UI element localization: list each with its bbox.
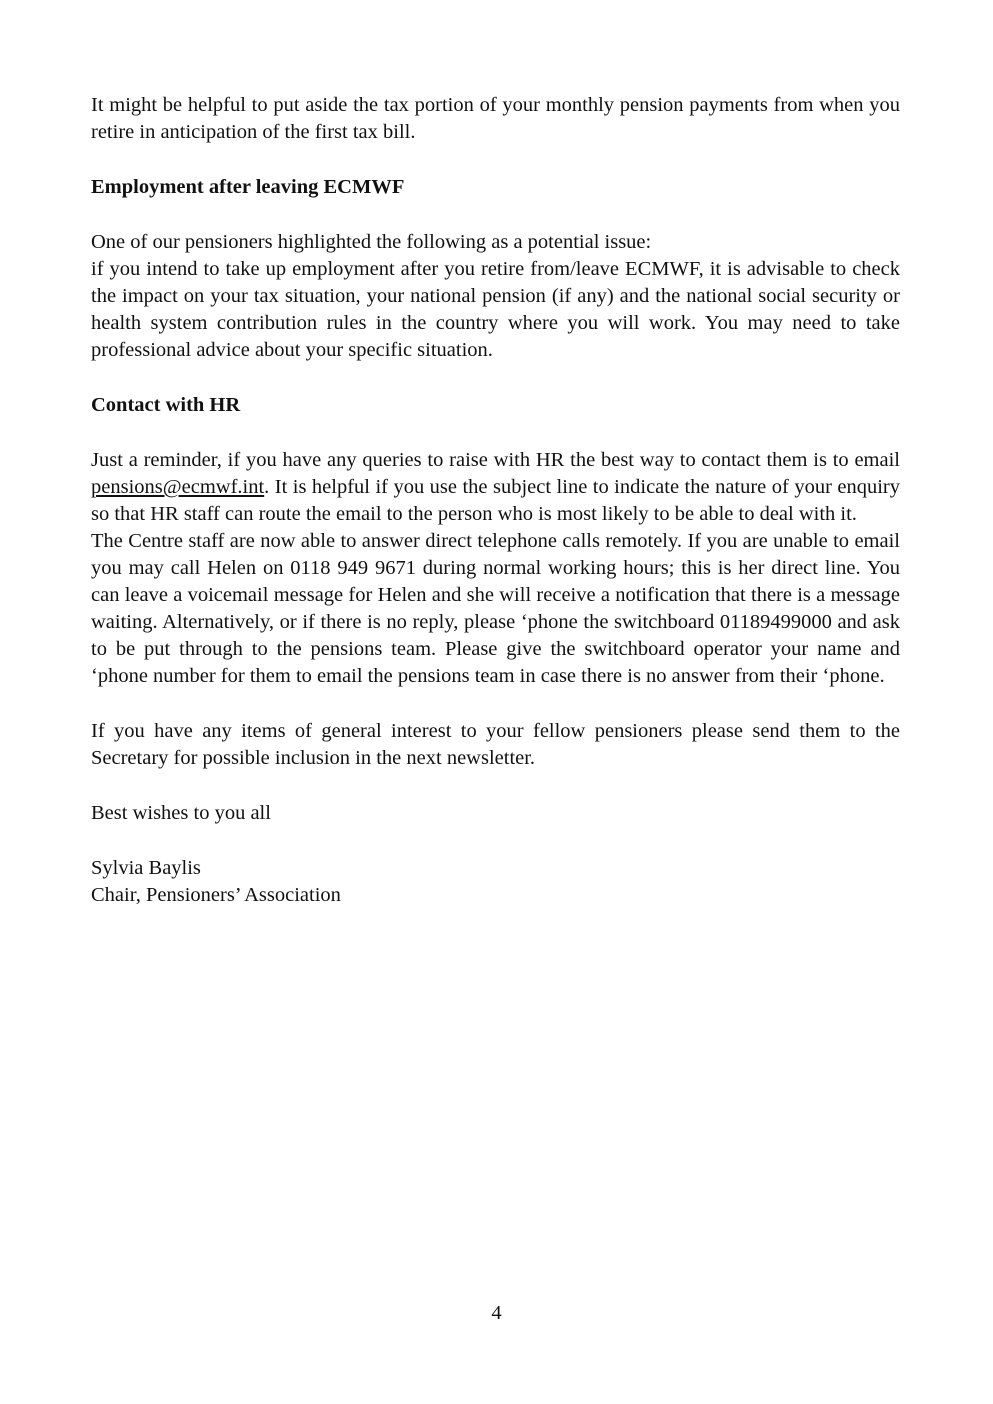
employment-body-paragraph: if you intend to take up employment after you retire from/leave ECMWF, it is advisable to check the impact on your tax situation, your national pension (if any) and the national social security or health system contribution rules in the country where you will work. You may need to take professional advice about your specific situation. (91, 258, 900, 361)
page-number-footer: 4 (491, 1302, 502, 1324)
signature-name: Sylvia Baylis (91, 857, 201, 879)
general-interest-paragraph: If you have any items of general interest to your fellow pensioners please send them to the Secretary for possible inclusion in the next newsletter. (91, 720, 900, 769)
signature-title: Chair, Pensioners’ Association (91, 884, 341, 906)
pensions-email-link[interactable]: pensions@ecmwf.int (91, 476, 265, 498)
closing-line: Best wishes to you all (91, 802, 271, 824)
heading-contact-with-hr: Contact with HR (91, 394, 241, 416)
telephone-contact-paragraph: The Centre staff are now able to answer direct telephone calls remotely. If you are unable to email you may call Helen on 0118 949 9671 during normal working hours; this is her direct line. You can leave a voicemail message for Helen and she will receive a notification that there is a message waiting. Alternatively, or if there is no reply, please ‘phone the switchboard 01189499000 and ask to be put through to the pensions team. Please give the switchboard operator your name and ‘phone number for them to email the pensions team in case there is no answer from their ‘phone. (91, 530, 900, 687)
contact-paragraph-lead: Just a reminder, if you have any queries to raise with HR the best way to contact them is to email (91, 449, 900, 471)
spacer (91, 827, 900, 855)
intro-paragraph: It might be helpful to put aside the tax portion of your monthly pension payments from when you retire in anticipation of the first tax bill. (91, 94, 900, 143)
spacer (91, 772, 900, 800)
spacer (91, 419, 900, 447)
spacer (91, 364, 900, 392)
page-content (91, 92, 900, 909)
spacer (91, 146, 900, 174)
employment-intro-line: One of our pensioners highlighted the following as a potential issue: (91, 231, 652, 253)
spacer (91, 201, 900, 229)
spacer (91, 690, 900, 718)
heading-employment-after-leaving-ecmwf: Employment after leaving ECMWF (91, 176, 405, 198)
contact-hr-paragraph (91, 447, 900, 528)
contact-paragraph-tail: . It is helpful if you use the subject line to indicate the nature of your enquiry so that HR staff can route the email to the person who is most likely to be able to deal with it. (91, 476, 900, 525)
